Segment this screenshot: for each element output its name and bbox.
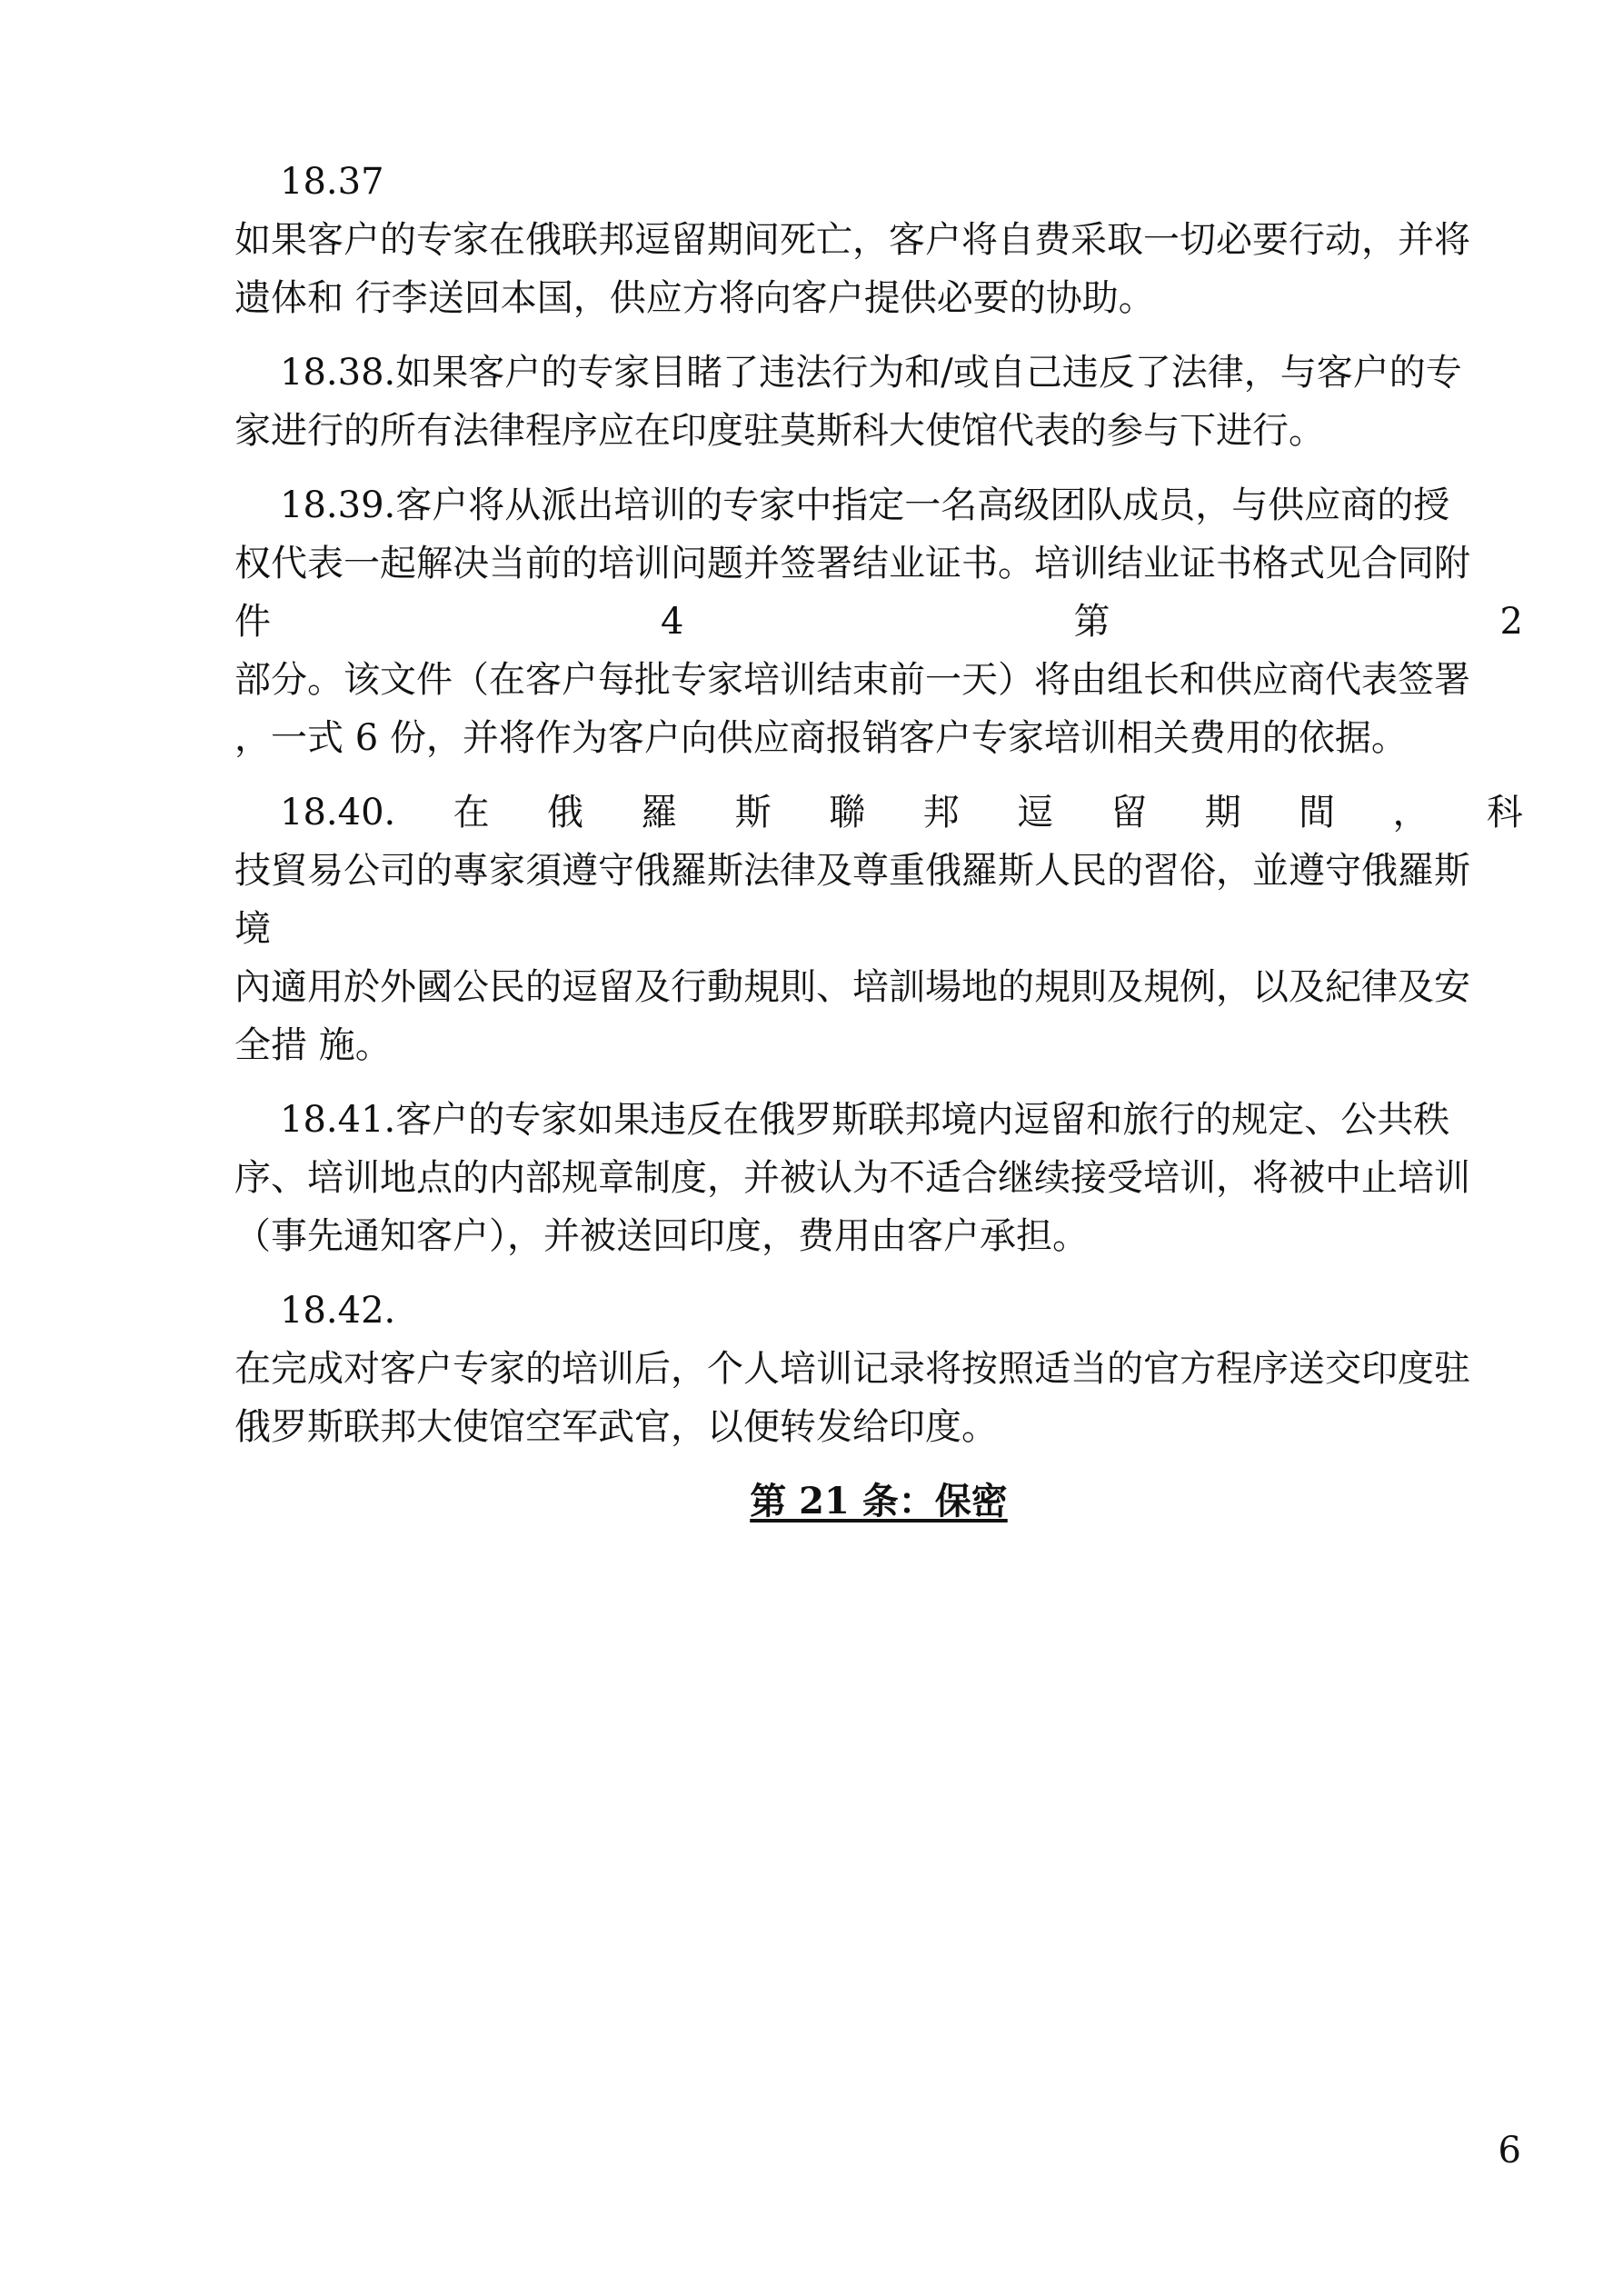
- clause-word: 留: [1110, 792, 1148, 834]
- clause-18-42: [234, 1282, 1523, 1456]
- clause-text-line: 技貿易公司的專家須遵守俄羅斯法律及尊重俄羅斯人民的習俗，並遵守俄羅斯: [234, 850, 1470, 892]
- clause-word: ，: [1392, 792, 1429, 834]
- clause-word: 在: [453, 792, 490, 834]
- clause-text-line: 18.41.客户的专家如果违反在俄罗斯联邦境内逗留和旅行的规定、公共秩: [280, 1099, 1450, 1141]
- clause-text-line: ，一式 6 份，并将作为客户向供应商报销客户专家培训相关费用的依据。: [234, 717, 1408, 759]
- clause-word: 2: [1499, 601, 1523, 643]
- clause-text-line: 部分。该文件（在客户每批专家培训结束前一天）将由组长和供应商代表签署: [234, 659, 1470, 701]
- clause-text-line: 在完成对客户专家的培训后，个人培训记录将按照适当的官方程序送交印度驻: [234, 1348, 1470, 1390]
- clause-text-line: 18.39.客户将从派出培训的专家中指定一名高级团队成员，与供应商的授: [280, 484, 1450, 526]
- section-heading-text: 第 21 条：保密: [750, 1480, 1008, 1522]
- clause-text-line: 全措 施。: [234, 1024, 392, 1066]
- clause-18-38: [234, 344, 1523, 460]
- clause-word: 逗: [1016, 792, 1053, 834]
- clause-word: 俄: [547, 792, 584, 834]
- clause-text-line: （事先通知客户），并被送回印度，费用由客户承担。: [234, 1215, 1089, 1257]
- clause-word: 斯: [734, 792, 772, 834]
- clause-word: 邦: [922, 792, 960, 834]
- clause-text-line: 遗体和 行李送回本国，供应方将向客户提供必要的协助。: [234, 277, 1155, 319]
- clause-word: 4: [661, 601, 684, 643]
- clause-text-line: 18.38.如果客户的专家目睹了违法行为和/或自己违反了法律，与客户的专: [280, 352, 1462, 394]
- clause-word: 件: [234, 601, 271, 643]
- clause-number: 18.42.: [280, 1290, 396, 1332]
- clause-word: 期: [1204, 792, 1241, 834]
- clause-text-line: 权代表一起解决当前的培训问题并签署结业证书。培训结业证书格式见合同附: [234, 543, 1470, 584]
- clause-word: 18.40.: [280, 792, 396, 834]
- document-body: [234, 153, 1523, 1531]
- clause-text-line: 如果客户的专家在俄联邦逗留期间死亡，客户将自费采取一切必要行动，并将: [234, 219, 1470, 261]
- clause-text-line: 境: [234, 908, 271, 950]
- clause-text-line-spread: [234, 784, 1523, 842]
- section-heading: [234, 1472, 1523, 1531]
- clause-word: 羅: [641, 792, 678, 834]
- clause-word: 科: [1486, 792, 1523, 834]
- clause-text-line: 家进行的所有法律程序应在印度驻莫斯科大使馆代表的参与下进行。: [234, 410, 1325, 452]
- clause-18-41: [234, 1091, 1523, 1265]
- clause-word: 第: [1073, 601, 1110, 643]
- clause-text-line-spread: [234, 593, 1523, 651]
- clause-18-39: [234, 476, 1523, 767]
- clause-word: 間: [1299, 792, 1336, 834]
- clause-18-40: [234, 784, 1523, 1074]
- page-number: 6: [1498, 2130, 1521, 2171]
- clause-number: 18.37: [280, 161, 384, 203]
- clause-word: 聯: [829, 792, 866, 834]
- clause-18-37: [234, 153, 1523, 327]
- clause-text-line: 內適用於外國公民的逗留及行動規則、培訓場地的規則及規例，以及紀律及安: [234, 966, 1470, 1008]
- clause-text-line: 序、培训地点的内部规章制度，并被认为不适合继续接受培训，将被中止培训: [234, 1157, 1470, 1199]
- clause-text-line: 俄罗斯联邦大使馆空军武官，以便转发给印度。: [234, 1406, 998, 1448]
